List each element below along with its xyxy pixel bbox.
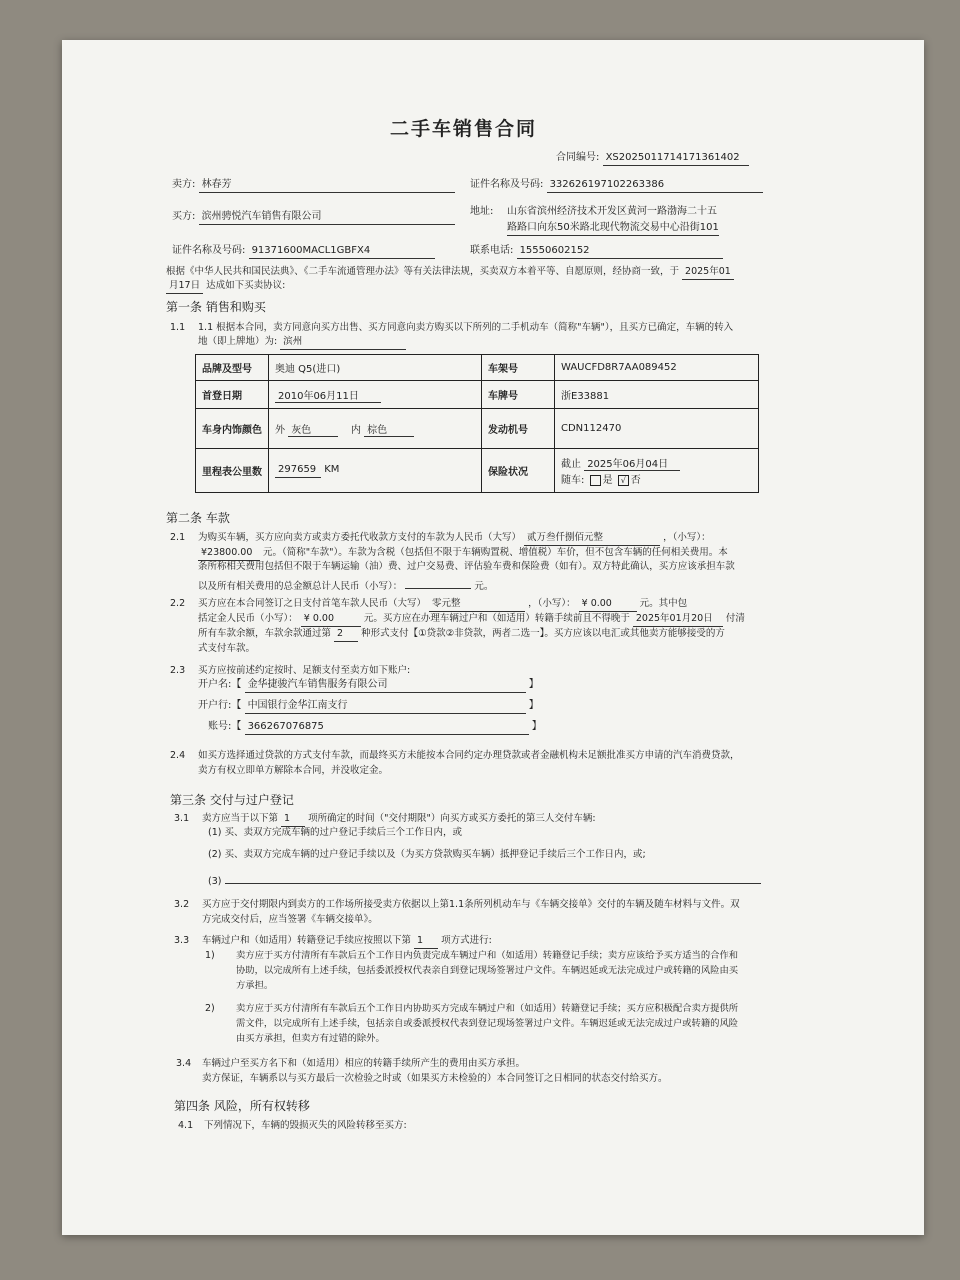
address-label: 地址:: [470, 206, 494, 217]
clause-number: 3.2: [174, 899, 190, 910]
brand-value: 奥迪 Q5(进口): [269, 355, 482, 381]
phone-value: 15550602152: [517, 244, 723, 259]
clause-number: 3.4: [176, 1058, 192, 1069]
clause-3-2-line-2: 方完成交付后，应当签署《车辆交接单》。: [202, 914, 378, 925]
clause-2-2-text-b: ，（小写）：: [528, 598, 576, 609]
clause-2-2-line-1: [198, 597, 687, 612]
contract-number: [556, 151, 749, 166]
clause-2-2-text-e: 元。买方应在办理车辆过户和（如适用）转籍手续前且不得晚于: [363, 613, 630, 624]
vin-label: 车架号: [482, 355, 555, 381]
clause-2-2-text-h: 种形式支付【①贷款②非贷款，两者二选一】。买方应该以电汇或其他卖方能够接受的方: [361, 628, 725, 639]
clause-3-1-option-3: [208, 870, 761, 889]
bracket-close: 】: [528, 679, 539, 690]
clause-2-2-text-d: 括定金人民币（小写）：: [198, 613, 298, 624]
account-name-label: 开户名:【: [198, 679, 242, 690]
account-name-row: [198, 678, 539, 693]
preamble-line-2: [166, 279, 285, 294]
clause-3-1-text-b: 项所确定的时间（"交付期限"）向买方或买方委托的第三人交付车辆:: [308, 813, 596, 824]
contract-number-label: 合同编号:: [556, 152, 600, 163]
clause-1-1-label: 地（即上牌地）为:: [198, 336, 278, 347]
color-cell: [269, 409, 482, 449]
account-bank-value: 中国银行金华江南支行: [245, 699, 526, 714]
clause-3-1-line-1: [202, 812, 596, 827]
seller-label: 卖方:: [172, 179, 196, 190]
option-3-blank: [225, 870, 761, 884]
clause-3-3-1-line-3: 方承担。: [236, 980, 274, 991]
clause-2-1-line-1: [198, 531, 711, 546]
seller-id-label: 证件名称及号码:: [470, 179, 544, 190]
contract-page: [62, 40, 924, 1235]
price-chinese: 贰万叁仟捌佰元整: [524, 531, 660, 546]
clause-2-1-text-f: 以及所有相关费用的总金额总计人民币（小写）：: [198, 581, 403, 592]
deposit-number: ¥ 0.00: [301, 612, 361, 627]
buyer-id-row: [172, 244, 435, 259]
address-line-1: 山东省滨州经济技术开发区黄河一路渤海二十五: [507, 206, 717, 217]
page-title: 二手车销售合同: [390, 118, 538, 140]
total-blank: [405, 575, 471, 589]
clause-2-3-text: 买方应按前述约定按时、足额支付至卖方如下账户:: [198, 665, 411, 676]
no-label: 否: [630, 475, 641, 486]
clause-3-4-line-1: 车辆过户至买方名下和（如适用）相应的转籍手续所产生的费用由买方承担。: [202, 1058, 526, 1069]
clause-3-3-1-line-2: 协助，以完成所有上述手续，包括委派授权代表亲自到登记现场签署过户文件。车辆迟延或无法完成过户或转籍的风险由买: [236, 965, 739, 976]
article-1-title: 第一条 销售和购买: [166, 300, 266, 314]
article-4-title: 第四条 风险，所有权转移: [174, 1099, 310, 1113]
transfer-label: 随车:: [561, 475, 585, 486]
account-name-value: 金华捷骏汽车销售服务有限公司: [245, 678, 526, 693]
seller-row: [172, 178, 455, 193]
buyer-id-label: 证件名称及号码:: [172, 245, 246, 256]
clause-2-4-line-2: 卖方有权立即单方解除本合同，并没收定金。: [198, 765, 389, 776]
payment-method: 2: [334, 627, 358, 642]
plate-value: 浙E33881: [555, 381, 759, 409]
clause-number: 2.1: [170, 532, 186, 543]
preamble-text-2: 达成如下买卖协议:: [206, 280, 286, 291]
clause-3-3-text-a: 车辆过户和（如适用）转籍登记手续应按照以下第: [202, 935, 412, 946]
clause-1-1-text: 1.1 根据本合同，卖方同意向买方出售、买方同意向卖方购买以下所列的二手机动车（简称"车辆"），且买方已确定，车辆的转入: [198, 322, 734, 333]
clause-1-1-text-2: [198, 335, 406, 350]
interior-color: 棕色: [364, 421, 414, 437]
yes-label: 是: [602, 475, 613, 486]
reg-date-label: 首登日期: [196, 381, 269, 409]
bracket-close: 】: [528, 700, 539, 711]
article-3-title: 第三条 交付与过户登记: [170, 793, 294, 807]
clause-number: 2.4: [170, 750, 186, 761]
clause-number: 2.2: [170, 598, 186, 609]
vehicle-table: [195, 354, 759, 493]
clause-2-1-line-4: [198, 575, 493, 594]
phone-row: [470, 244, 723, 259]
clause-3-1-option-2: (2) 买、卖双方完成车辆的过户登记手续以及（为买方贷款购买车辆）抵押登记手续后三个工作日内，或;: [208, 849, 646, 860]
contract-number-value: XS20250117141713614​02: [603, 151, 749, 166]
clause-number: 3.1: [174, 813, 190, 824]
reg-date-cell: [269, 381, 482, 409]
insurance-prefix: 截止: [561, 459, 581, 470]
buyer-row: [172, 210, 455, 225]
clause-number: 2): [205, 1003, 215, 1014]
preamble-line-1: [166, 265, 734, 280]
clause-2-1-line-2: [198, 546, 728, 561]
bracket-close: 】: [531, 721, 542, 732]
mileage-cell: [269, 449, 482, 493]
clause-2-2-line-3: [198, 627, 725, 642]
preamble-date-b: 月17日: [166, 279, 203, 294]
preamble-text: 根据《中华人民共和国民法典》、《二手车流通管理办法》等有关法律法规，买卖双方本着平等、自愿原则，经协商一致，于: [166, 266, 680, 277]
clause-3-1-option-1: (1) 买、卖双方完成车辆的过户登记手续后三个工作日内，或: [208, 827, 462, 838]
account-bank-row: [198, 699, 539, 714]
insurance-label: 保险状况: [482, 449, 555, 493]
insurance-cell: [555, 449, 759, 493]
transfer-option: 1: [414, 934, 438, 949]
clause-2-1-text-a: 为购买车辆，买方应向卖方或卖方委托代收款方支付的车款为人民币（大写）: [198, 532, 522, 543]
first-payment-number: ¥ 0.00: [579, 597, 637, 612]
account-number-label: 账号:【: [208, 721, 242, 732]
phone-label: 联系电话:: [470, 245, 514, 256]
delivery-option: 1: [281, 812, 305, 827]
clause-2-2-text-c: 元。其中包: [639, 598, 688, 609]
price-number: [198, 546, 260, 561]
clause-3-3-line-1: [202, 934, 492, 949]
brand-label: 品牌及型号: [196, 355, 269, 381]
mileage-label: 里程表公里数: [196, 449, 269, 493]
clause-3-1-text-a: 卖方应当于以下第: [202, 813, 279, 824]
clause-number: 4.1: [178, 1120, 194, 1131]
clause-3-4-line-2: 卖方保证，车辆系以与买方最后一次检验之时或（如果买方未检验的）本合同签订之日相同的状态交付给买方。: [202, 1073, 668, 1084]
clause-number: 1.1: [170, 322, 186, 333]
exterior-prefix: 外: [275, 424, 285, 436]
clause-4-1-text: 下列情况下，车辆的毁损灭失的风险转移至买方:: [204, 1120, 407, 1131]
clause-2-1-line-3: 条所称相关费用包括但不限于车辆运输（油）费、过户交易费、评估验车费和保险费（如有）。双方特此确认，买方应该承担车款: [198, 561, 735, 572]
account-number-value: 366267076875: [245, 720, 529, 735]
clause-3-3-2-line-2: 需文件，以完成所有上述手续，包括亲自或委派授权代表到登记现场签署过户文件。车辆迟延或无法完成过户或转籍的风险: [236, 1018, 739, 1029]
clause-2-2-text-a: 买方应在本合同签订之日支付首笔车款人民币（大写）: [198, 598, 427, 609]
clause-2-2-line-4: 式支付车款。: [198, 643, 256, 654]
buyer-label: 买方:: [172, 211, 196, 222]
color-label: 车身内饰颜色: [196, 409, 269, 449]
engine-label: 发动机号: [482, 409, 555, 449]
interior-prefix: 内: [350, 424, 361, 436]
transfer-place: 滨州: [280, 335, 406, 350]
address-line-2: 路路口向东50米路北现代物流交易中心沿街101: [507, 221, 719, 236]
clause-number: 1): [205, 950, 215, 961]
clause-2-1-text-d: 元。（简称"车款"）。车款为含税（包括但不限于车辆购置税、增值税）车价，但不包含车辆的任何相关费用。本: [263, 547, 728, 558]
option-3-label: (3): [208, 876, 222, 887]
clause-number: 3.3: [174, 935, 190, 946]
clause-3-3-text-b: 项方式进行:: [441, 935, 492, 946]
clause-2-4-line-1: 如买方选择通过贷款的方式支付车款，而最终买方未能按本合同约定办理贷款或者金融机构未足额批准买方申请的汽车消费贷款，: [198, 750, 740, 761]
yuan-sign: ¥: [201, 547, 208, 558]
clause-2-2-line-2: [198, 612, 745, 627]
buyer-name: 滨州骋悦汽车销售有限公司: [199, 210, 455, 225]
seller-id-row: [470, 178, 763, 193]
clause-2-1-text-g: 元。: [474, 581, 494, 592]
reg-date-value: 2010年06月11日: [275, 387, 381, 403]
first-payment-chinese: 零元整: [429, 597, 525, 612]
price-number-value: 23800.00: [207, 547, 253, 558]
no-checkbox[interactable]: √: [618, 475, 629, 486]
mileage-unit: KM: [324, 463, 340, 475]
plate-label: 车牌号: [482, 381, 555, 409]
insurance-date: 2025年06月04日: [584, 455, 680, 471]
clause-3-3-2-line-3: 由买方承担，但卖方有过错的除外。: [236, 1033, 385, 1044]
seller-name: 林春芳: [199, 178, 455, 193]
account-bank-label: 开户行:【: [198, 700, 242, 711]
buyer-id-value: 91371600MACL1GBFX4: [249, 244, 435, 259]
seller-id-value: 332626197102263386: [547, 178, 763, 193]
clause-3-3-2-line-1: 卖方应于买方付清所有车款后五个工作日内协助买方完成车辆过户和（如适用）转籍登记手续；买方应积极配合卖方提供所: [236, 1003, 739, 1014]
clause-3-2-line-1: 买方应于交付期限内到卖方的工作场所接受卖方依据以上第1.1条所列机动车与《车辆交接单》交付的车辆及随车材料与文件。双: [202, 899, 740, 910]
exterior-color: 灰色: [288, 421, 338, 437]
clause-number: 2.3: [170, 665, 186, 676]
account-number-row: [208, 720, 542, 735]
clause-3-3-1-line-1: 卖方应于买方付清所有车款后五个工作日内负责完成车辆过户和（如适用）转籍登记手续；卖方应该给予买方适当的合作和: [236, 950, 739, 961]
clause-2-2-text-f: 付清: [725, 613, 745, 624]
preamble-date-a: 2025年01: [682, 265, 734, 280]
yes-checkbox[interactable]: [590, 475, 601, 486]
clause-2-2-text-g: 所有车款余额，车款余款通过第: [198, 628, 332, 639]
mileage-value: 297659: [275, 464, 321, 478]
payoff-date: 2025年01月20日: [633, 612, 723, 627]
vin-value: WAUCFD8R7AA089452: [555, 355, 759, 381]
article-2-title: 第二条 车款: [166, 511, 230, 525]
clause-2-1-text-b: ，（小写）：: [663, 532, 711, 543]
engine-value: CDN112470: [555, 409, 759, 449]
